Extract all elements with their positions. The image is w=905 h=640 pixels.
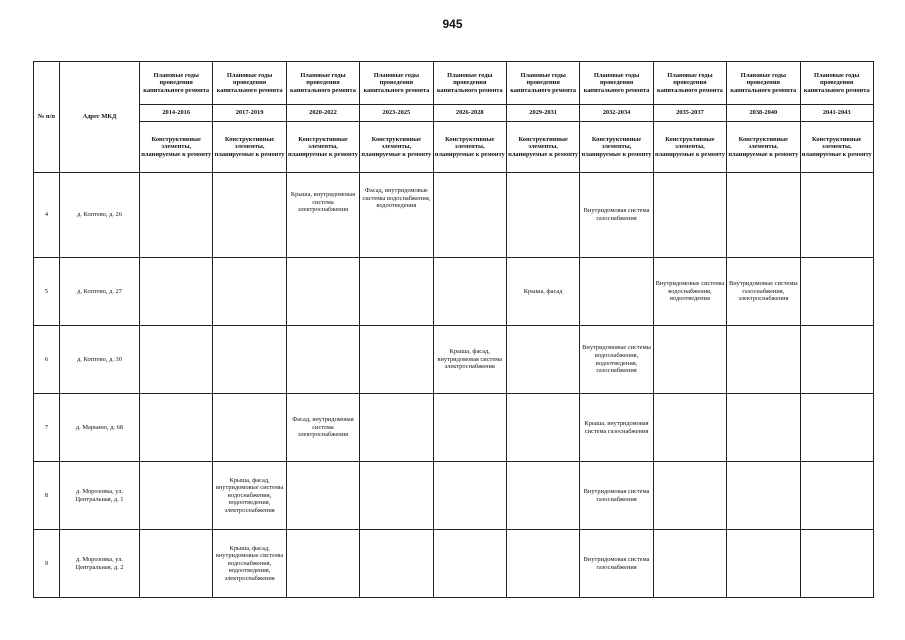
header-period-title: Плановые годы проведения капитального ремонта [580, 62, 653, 105]
table-cell: Внутридомовая система газоснабжения [580, 462, 653, 530]
table-cell [580, 258, 653, 326]
row-address: д. Коптево, д. 27 [60, 258, 140, 326]
table-cell [213, 258, 286, 326]
header-period-title: Плановые годы проведения капитального ремонта [286, 62, 359, 105]
row-address: д. Морозовка, ул. Центральная, д. 1 [60, 462, 140, 530]
row-address: д. Морозовка, ул. Центральная, д. 2 [60, 530, 140, 598]
table-cell [800, 258, 873, 326]
row-number: 8 [34, 462, 60, 530]
header-years: 2038-2040 [727, 105, 800, 122]
header-elements: Конструктивные элементы, планируемые к ремонту [653, 122, 726, 173]
table-cell: Внутридомовые системы водоснабжения, водоотведения, газоснабжения [580, 326, 653, 394]
table-cell [360, 258, 433, 326]
table-cell [800, 173, 873, 258]
header-years: 2041-2043 [800, 105, 873, 122]
table-cell [800, 394, 873, 462]
header-elements: Конструктивные элементы, планируемые к ремонту [580, 122, 653, 173]
header-years: 2023-2025 [360, 105, 433, 122]
table-cell: Крыша, внутридомовая система электроснабжения [286, 173, 359, 258]
table-cell [360, 462, 433, 530]
header-elements: Конструктивные элементы, планируемые к ремонту [800, 122, 873, 173]
row-number: 6 [34, 326, 60, 394]
table-cell [433, 394, 506, 462]
table-cell [727, 530, 800, 598]
table-cell [286, 258, 359, 326]
page-number: 945 [442, 17, 463, 31]
table-cell [506, 326, 579, 394]
table-row [34, 258, 874, 326]
table-cell [213, 326, 286, 394]
table-cell: Внутридомовая система газоснабжения [580, 530, 653, 598]
table-cell [360, 530, 433, 598]
table-cell [506, 173, 579, 258]
header-period-title: Плановые годы проведения капитального ремонта [213, 62, 286, 105]
table-cell [140, 394, 213, 462]
table-cell [213, 173, 286, 258]
row-number: 5 [34, 258, 60, 326]
table-cell [433, 462, 506, 530]
table-cell [506, 530, 579, 598]
table-cell: Внутридомовые системы водоснабжения, водоотведения [653, 258, 726, 326]
table-cell [653, 326, 726, 394]
table-row [34, 394, 874, 462]
table-cell: Крыша, фасад, внутридомовая система электроснабжения [433, 326, 506, 394]
header-period-title: Плановые годы проведения капитального ремонта [653, 62, 726, 105]
table-cell [433, 258, 506, 326]
header-elements: Конструктивные элементы, планируемые к ремонту [286, 122, 359, 173]
header-years: 2032-2034 [580, 105, 653, 122]
header-period-title: Плановые годы проведения капитального ремонта [800, 62, 873, 105]
header-period-title: Плановые годы проведения капитального ремонта [360, 62, 433, 105]
header-years: 2029-2031 [506, 105, 579, 122]
header-num: № п/п [34, 62, 60, 173]
table-cell [653, 394, 726, 462]
header-elements: Конструктивные элементы, планируемые к ремонту [213, 122, 286, 173]
header-years: 2014-2016 [140, 105, 213, 122]
table-cell: Крыша, фасад [506, 258, 579, 326]
table-cell [653, 462, 726, 530]
table-cell [360, 326, 433, 394]
table-cell: Внутридомовая система газоснабжения [580, 173, 653, 258]
table-cell [140, 326, 213, 394]
table-cell [140, 462, 213, 530]
header-period-title: Плановые годы проведения капитального ремонта [140, 62, 213, 105]
row-number: 9 [34, 530, 60, 598]
table-cell [433, 173, 506, 258]
row-address: д. Марьино, д. 68 [60, 394, 140, 462]
table-cell [360, 394, 433, 462]
repair-schedule-table [33, 61, 874, 598]
table-cell [727, 462, 800, 530]
header-elements: Конструктивные элементы, планируемые к ремонту [433, 122, 506, 173]
table-row [34, 326, 874, 394]
table-cell [506, 462, 579, 530]
table-cell: Крыша, фасад, внутридомовые системы водоснабжения, водоотведения, электроснабжения [213, 530, 286, 598]
row-address: д. Коптево, д. 30 [60, 326, 140, 394]
table-cell [433, 530, 506, 598]
table-cell [286, 462, 359, 530]
table-row [34, 530, 874, 598]
header-title-row [34, 62, 874, 105]
table-cell [213, 394, 286, 462]
header-elements: Конструктивные элементы, планируемые к ремонту [140, 122, 213, 173]
header-elements: Конструктивные элементы, планируемые к ремонту [727, 122, 800, 173]
header-years: 2017-2019 [213, 105, 286, 122]
header-address: Адрес МКД [60, 62, 140, 173]
table-cell: Фасад, внутридомовая система электроснабжения [286, 394, 359, 462]
table-cell [653, 530, 726, 598]
table-cell [140, 258, 213, 326]
table-cell [727, 173, 800, 258]
row-number: 7 [34, 394, 60, 462]
header-elements: Конструктивные элементы, планируемые к ремонту [360, 122, 433, 173]
table-cell: Крыша, фасад, внутридомовые системы водоснабжения, водоотведения, электроснабжения [213, 462, 286, 530]
header-period-title: Плановые годы проведения капитального ремонта [506, 62, 579, 105]
table-cell [506, 394, 579, 462]
header-period-title: Плановые годы проведения капитального ремонта [727, 62, 800, 105]
header-years: 2020-2022 [286, 105, 359, 122]
header-years: 2035-2037 [653, 105, 726, 122]
table-cell [653, 173, 726, 258]
header-years: 2026-2028 [433, 105, 506, 122]
header-period-title: Плановые годы проведения капитального ремонта [433, 62, 506, 105]
table-cell: Фасад, внутридомовые системы водоснабжения, водоотведения [360, 173, 433, 258]
header-elements-row [34, 122, 874, 173]
row-address: д. Коптево, д. 26 [60, 173, 140, 258]
table-cell [286, 326, 359, 394]
table-cell: Крыша, внутридомовая система газоснабжения [580, 394, 653, 462]
table-row [34, 462, 874, 530]
table-cell [140, 530, 213, 598]
table-cell: Внутридомовые системы газоснабжения, электроснабжения [727, 258, 800, 326]
header-years-row [34, 105, 874, 122]
table-row [34, 173, 874, 258]
table-cell [800, 530, 873, 598]
table-cell [800, 462, 873, 530]
table-cell [727, 326, 800, 394]
table-cell [727, 394, 800, 462]
table-cell [800, 326, 873, 394]
table-cell [140, 173, 213, 258]
row-number: 4 [34, 173, 60, 258]
header-elements: Конструктивные элементы, планируемые к ремонту [506, 122, 579, 173]
table-cell [286, 530, 359, 598]
